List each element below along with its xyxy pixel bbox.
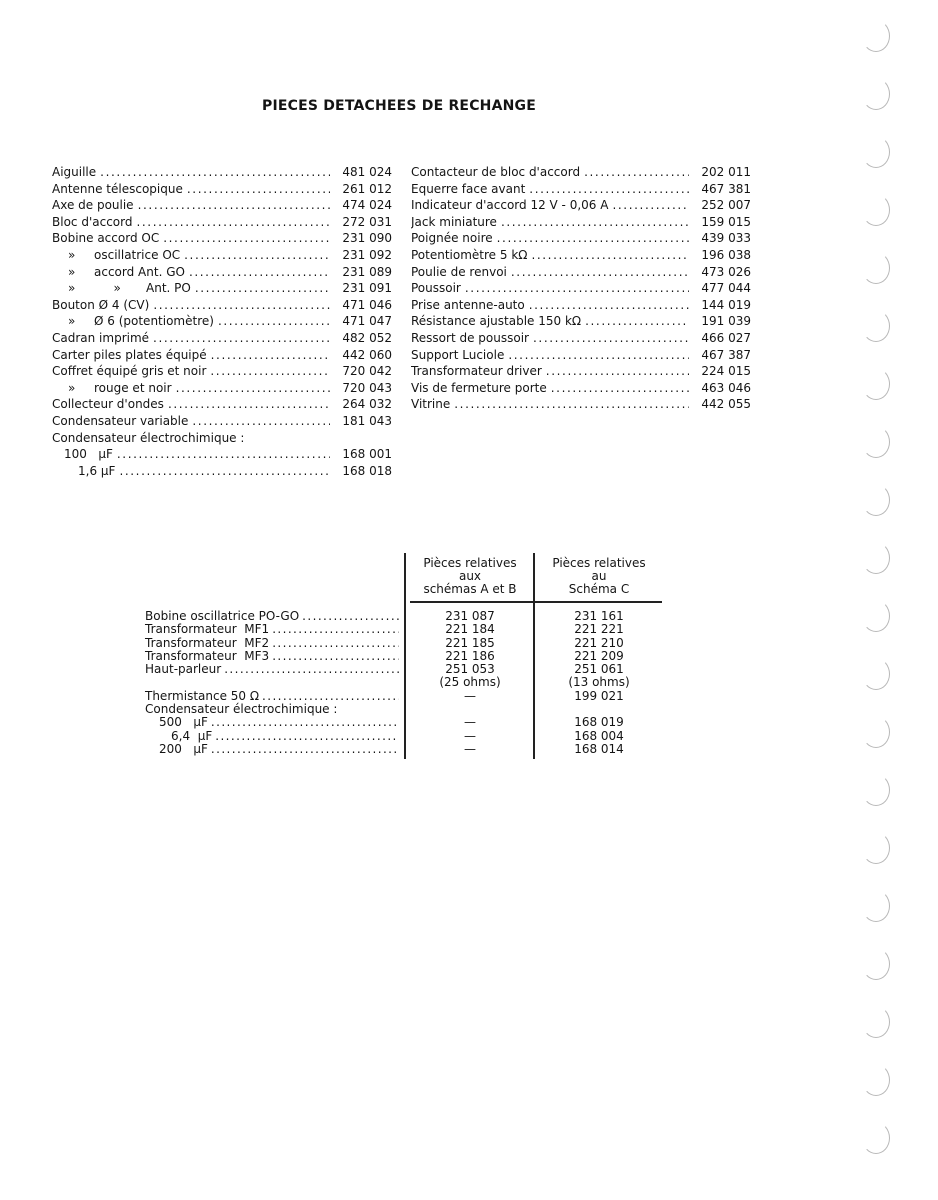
part-reference: 482 052 xyxy=(342,330,392,345)
part-label: Thermistance 50 Ω xyxy=(145,688,260,703)
parts-list-item xyxy=(411,214,751,231)
part-reference: 442 055 xyxy=(701,397,751,412)
binder-hole xyxy=(862,368,890,400)
parts-list-item xyxy=(52,330,392,347)
part-reference: 264 032 xyxy=(342,397,392,412)
part-name xyxy=(52,413,188,430)
leader-dots xyxy=(218,313,330,330)
part-label: Bobine accord OC xyxy=(52,231,160,246)
part-reference: 191 039 xyxy=(701,314,751,329)
part-name xyxy=(52,330,149,347)
part-name xyxy=(52,396,164,413)
parts-list-item xyxy=(52,280,392,297)
ditto-mark: » xyxy=(68,264,76,279)
part-label: Transformateur MF1 xyxy=(145,622,270,637)
part-label: 200 µF xyxy=(159,741,208,756)
parts-list-item xyxy=(52,446,392,463)
part-reference: 159 015 xyxy=(701,214,751,229)
part-label: Bouton Ø 4 (CV) xyxy=(52,297,150,312)
part-label: Axe de poulie xyxy=(52,198,134,213)
part-name xyxy=(52,181,183,198)
part-name xyxy=(52,164,96,181)
parts-list-item xyxy=(52,463,392,480)
part-label: Bobine oscillatrice PO-GO xyxy=(145,609,300,623)
header-schema-c xyxy=(537,557,661,596)
binder-hole xyxy=(862,948,890,980)
ref-schemas-ab: (25 ohms) xyxy=(439,675,501,690)
part-name xyxy=(411,297,525,314)
part-name xyxy=(411,214,497,231)
part-label: Prise antenne-auto xyxy=(411,297,525,312)
parts-list-item xyxy=(52,230,392,247)
parts-list-item xyxy=(411,330,751,347)
binder-hole xyxy=(862,716,890,748)
leader-dots xyxy=(551,380,689,397)
part-name xyxy=(411,197,608,214)
part-name xyxy=(411,330,529,347)
part-label: Bloc d'accord xyxy=(52,214,133,229)
part-name xyxy=(145,730,402,743)
part-reference: 196 038 xyxy=(701,247,751,262)
part-label: 500 µF xyxy=(159,715,208,730)
parts-list-item xyxy=(411,197,751,214)
header-line: Pièces relatives xyxy=(552,556,646,570)
part-name xyxy=(78,463,115,480)
ditto-mark: » » xyxy=(68,281,121,296)
leader-dots xyxy=(211,716,399,729)
part-name xyxy=(145,650,402,663)
leader-dots xyxy=(211,743,399,756)
part-label: Aiguille xyxy=(52,165,97,179)
leader-dots xyxy=(153,297,330,314)
ref-schemas-ab: 221 186 xyxy=(445,648,495,663)
part-label: Support Luciole xyxy=(411,347,505,362)
part-name xyxy=(52,347,207,364)
part-label: Vitrine xyxy=(411,397,451,412)
part-name xyxy=(411,363,542,380)
parts-list-item xyxy=(411,247,751,264)
parts-list-item xyxy=(52,380,392,397)
part-reference: 474 024 xyxy=(342,198,392,213)
parts-list-item xyxy=(411,164,751,181)
leader-dots xyxy=(138,197,330,214)
binder-hole xyxy=(862,774,890,806)
parts-list-item xyxy=(411,363,751,380)
parts-list-item xyxy=(52,181,392,198)
binder-hole xyxy=(862,20,890,52)
leader-dots xyxy=(531,247,689,264)
parts-list-item xyxy=(52,413,392,430)
parts-list-item xyxy=(411,297,751,314)
parts-list-item xyxy=(52,247,392,264)
part-name xyxy=(52,214,132,231)
ref-schema-c: 221 221 xyxy=(574,622,624,637)
part-label: Transformateur MF3 xyxy=(145,648,270,663)
part-reference: 261 012 xyxy=(342,181,392,196)
part-reference: 231 091 xyxy=(342,281,392,296)
part-name xyxy=(52,230,159,247)
part-name xyxy=(411,164,580,181)
ref-schema-c: 231 161 xyxy=(574,609,624,623)
parts-list-item xyxy=(411,264,751,281)
part-label: Ant. PO xyxy=(146,281,191,296)
header-line: au xyxy=(591,569,607,583)
leader-dots xyxy=(176,380,330,397)
leader-dots xyxy=(529,181,689,198)
leader-dots xyxy=(533,330,689,347)
binder-hole xyxy=(862,1064,890,1096)
part-name xyxy=(145,623,402,636)
part-name xyxy=(145,743,402,756)
leader-dots xyxy=(119,463,330,480)
leader-dots xyxy=(465,280,689,297)
ditto-mark: » xyxy=(68,247,76,262)
part-name xyxy=(68,313,214,330)
parts-list-right xyxy=(411,164,751,413)
leader-dots xyxy=(585,313,689,330)
leader-dots xyxy=(153,330,330,347)
part-label: 6,4 µF xyxy=(171,728,213,743)
parts-list-item xyxy=(52,430,392,447)
ref-schema-c: 199 021 xyxy=(574,688,624,703)
leader-dots xyxy=(163,230,330,247)
parts-list-item xyxy=(52,363,392,380)
part-reference: 168 001 xyxy=(342,447,392,462)
part-label: Jack miniature xyxy=(411,214,497,229)
parts-list-item xyxy=(411,347,751,364)
part-reference: 168 018 xyxy=(342,463,392,478)
part-label: Poussoir xyxy=(411,281,461,296)
parts-list-item xyxy=(52,297,392,314)
part-name xyxy=(68,264,185,281)
part-reference: 463 046 xyxy=(701,380,751,395)
binder-hole xyxy=(862,832,890,864)
binder-hole xyxy=(862,1122,890,1154)
ref-schema-c: 168 014 xyxy=(574,741,624,756)
leader-dots xyxy=(189,264,330,281)
ref-schemas-ab: 221 184 xyxy=(445,622,495,637)
part-reference: 477 044 xyxy=(701,281,751,296)
header-schemas-ab xyxy=(408,557,532,596)
table-divider xyxy=(404,553,406,759)
leader-dots xyxy=(187,181,330,198)
part-name xyxy=(411,230,493,247)
leader-dots xyxy=(584,164,689,181)
part-reference: 720 043 xyxy=(342,380,392,395)
part-label: Poulie de renvoi xyxy=(411,264,507,279)
part-label: Résistance ajustable 150 kΩ xyxy=(411,314,582,329)
part-name xyxy=(68,247,180,264)
parts-list-item xyxy=(411,230,751,247)
part-name xyxy=(68,380,172,397)
leader-dots xyxy=(192,413,330,430)
binder-hole xyxy=(862,310,890,342)
binder-hole xyxy=(862,658,890,690)
parts-list-item xyxy=(52,197,392,214)
leader-dots xyxy=(184,247,330,264)
ref-schemas-ab: 231 087 xyxy=(445,609,495,623)
ditto-mark: » xyxy=(68,380,76,395)
ref-schema-c: 221 210 xyxy=(574,635,624,650)
leader-dots xyxy=(262,690,399,703)
part-label: Carter piles plates équipé xyxy=(52,347,207,362)
leader-dots xyxy=(497,230,689,247)
leader-dots xyxy=(511,264,689,281)
part-name xyxy=(68,280,191,297)
table-divider xyxy=(533,553,535,759)
header-underline xyxy=(410,601,662,603)
part-reference: 144 019 xyxy=(701,297,751,312)
parts-list-item xyxy=(411,313,751,330)
part-label: Potentiomètre 5 kΩ xyxy=(411,247,528,262)
part-reference: 181 043 xyxy=(342,413,392,428)
part-name xyxy=(52,297,149,314)
leader-dots xyxy=(272,623,399,636)
part-label: Poignée noire xyxy=(411,231,493,246)
part-name xyxy=(52,430,244,447)
parts-list-item xyxy=(52,214,392,231)
binder-hole xyxy=(862,194,890,226)
part-reference: 466 027 xyxy=(701,330,751,345)
part-reference: 231 092 xyxy=(342,247,392,262)
part-name xyxy=(411,280,461,297)
parts-list-item xyxy=(52,313,392,330)
part-name xyxy=(145,690,402,703)
parts-list-item xyxy=(411,280,751,297)
binder-hole xyxy=(862,426,890,458)
part-name xyxy=(411,247,527,264)
part-name xyxy=(411,313,581,330)
part-name xyxy=(145,610,402,623)
part-label: Ø 6 (potentiomètre) xyxy=(94,314,214,329)
part-reference: 473 026 xyxy=(701,264,751,279)
part-label: 1,6 µF xyxy=(78,463,116,478)
parts-list-item xyxy=(52,396,392,413)
part-reference: 442 060 xyxy=(342,347,392,362)
parts-list-item xyxy=(411,181,751,198)
ref-schemas-ab: — xyxy=(464,688,476,703)
ref-schema-c: 221 209 xyxy=(574,648,624,663)
part-label: Vis de fermeture porte xyxy=(411,380,547,395)
part-name xyxy=(411,264,507,281)
header-line: aux xyxy=(458,569,482,583)
part-label: Transformateur driver xyxy=(411,364,542,379)
part-name xyxy=(145,637,402,650)
part-label: Transformateur MF2 xyxy=(145,635,270,650)
leader-dots xyxy=(168,396,330,413)
leader-dots xyxy=(501,214,689,231)
part-label: rouge et noir xyxy=(94,380,172,395)
part-name xyxy=(411,347,504,364)
leader-dots xyxy=(454,396,689,413)
leader-dots xyxy=(195,280,330,297)
part-label: accord Ant. GO xyxy=(94,264,185,279)
part-reference: 224 015 xyxy=(701,364,751,379)
part-label: Coffret équipé gris et noir xyxy=(52,364,207,379)
part-label: Antenne télescopique xyxy=(52,181,183,196)
ref-schemas-ab: 251 053 xyxy=(445,662,495,677)
part-label: Equerre face avant xyxy=(411,181,526,196)
leader-dots xyxy=(529,297,689,314)
part-label: 100 µF xyxy=(64,447,113,462)
leader-dots xyxy=(136,214,330,231)
part-reference: 272 031 xyxy=(342,214,392,229)
leader-dots xyxy=(272,637,399,650)
binder-hole xyxy=(862,542,890,574)
binder-hole xyxy=(862,484,890,516)
leader-dots xyxy=(272,650,399,663)
leader-dots xyxy=(117,446,330,463)
part-name xyxy=(145,663,402,676)
page-title: PIECES DETACHEES DE RECHANGE xyxy=(262,98,536,114)
part-reference: 467 387 xyxy=(701,347,751,362)
part-name xyxy=(411,380,547,397)
part-name xyxy=(411,396,450,413)
part-reference: 202 011 xyxy=(701,165,751,179)
parts-list-item xyxy=(52,347,392,364)
ref-schema-c: (13 ohms) xyxy=(568,675,630,690)
parts-list-left xyxy=(52,164,392,479)
part-label: Haut-parleur xyxy=(145,662,222,677)
part-label: Condensateur électrochimique : xyxy=(52,430,245,445)
ref-schema-c: 168 019 xyxy=(574,715,624,730)
ref-schema-c: 168 004 xyxy=(574,728,624,743)
ref-schemas-ab: — xyxy=(464,728,476,743)
part-label: Contacteur de bloc d'accord xyxy=(411,165,581,179)
leader-dots xyxy=(612,197,689,214)
leader-dots xyxy=(215,730,399,743)
part-reference: 720 042 xyxy=(342,364,392,379)
part-name xyxy=(52,363,206,380)
parts-list-item xyxy=(411,396,751,413)
part-label: Collecteur d'ondes xyxy=(52,397,164,412)
part-label: Indicateur d'accord 12 V - 0,06 A xyxy=(411,198,609,213)
leader-dots xyxy=(100,164,330,181)
part-name xyxy=(145,703,402,716)
part-label: oscillatrice OC xyxy=(94,247,181,262)
binder-hole xyxy=(862,78,890,110)
binder-hole xyxy=(862,890,890,922)
leader-dots xyxy=(224,663,399,676)
ref-schema-c: 251 061 xyxy=(574,662,624,677)
part-name xyxy=(52,197,134,214)
part-label: Condensateur électrochimique : xyxy=(145,702,338,717)
part-reference: 231 089 xyxy=(342,264,392,279)
part-reference: 471 046 xyxy=(342,297,392,312)
binder-hole xyxy=(862,1006,890,1038)
header-line: Pièces relatives xyxy=(423,556,517,570)
header-line: Schéma C xyxy=(568,582,630,596)
parts-list-item xyxy=(411,380,751,397)
ref-schemas-ab: 221 185 xyxy=(445,635,495,650)
part-label: Cadran imprimé xyxy=(52,330,150,345)
ref-schemas-ab: — xyxy=(464,741,476,756)
part-reference: 481 024 xyxy=(342,165,392,179)
part-name xyxy=(64,446,113,463)
header-line: schémas A et B xyxy=(423,582,517,596)
part-name xyxy=(145,716,402,729)
leader-dots xyxy=(210,363,330,380)
part-name xyxy=(411,181,525,198)
leader-dots xyxy=(211,347,330,364)
part-label: Ressort de poussoir xyxy=(411,330,529,345)
part-reference: 439 033 xyxy=(701,231,751,246)
binder-hole xyxy=(862,600,890,632)
parts-list-item xyxy=(52,264,392,281)
ditto-mark: » xyxy=(68,314,76,329)
leader-dots xyxy=(546,363,689,380)
ref-schemas-ab: — xyxy=(464,715,476,730)
binder-hole xyxy=(862,136,890,168)
part-label: Condensateur variable xyxy=(52,413,189,428)
part-reference: 471 047 xyxy=(342,314,392,329)
part-reference: 467 381 xyxy=(701,181,751,196)
part-reference: 252 007 xyxy=(701,198,751,213)
leader-dots xyxy=(302,610,399,623)
part-reference: 231 090 xyxy=(342,231,392,246)
parts-list-item xyxy=(52,164,392,181)
binder-hole xyxy=(862,252,890,284)
leader-dots xyxy=(508,347,689,364)
